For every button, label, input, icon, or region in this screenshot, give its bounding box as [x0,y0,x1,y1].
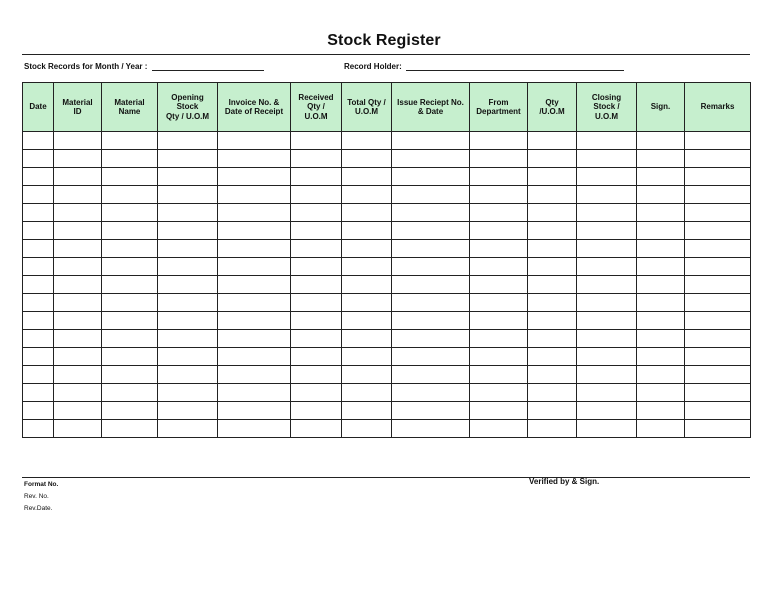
table-cell[interactable] [218,204,291,222]
table-row [23,150,751,168]
page-title: Stock Register [327,32,441,49]
table-row [23,258,751,276]
table-cell[interactable] [342,132,392,150]
rev-date-label: Rev.Date. [24,505,53,512]
table-cell[interactable] [54,294,102,312]
table-cell[interactable] [685,312,751,330]
table-cell[interactable] [685,402,751,420]
table-cell[interactable] [637,168,685,186]
table-cell[interactable] [637,258,685,276]
table-cell[interactable] [392,402,470,420]
table-cell[interactable] [23,312,54,330]
table-cell[interactable] [54,330,102,348]
table-cell[interactable] [342,402,392,420]
table-cell[interactable] [528,276,577,294]
table-cell[interactable] [685,240,751,258]
table-cell[interactable] [342,312,392,330]
table-cell[interactable] [54,348,102,366]
table-row [23,222,751,240]
table-cell[interactable] [577,294,637,312]
table-cell[interactable] [23,420,54,438]
table-cell[interactable] [685,258,751,276]
table-cell[interactable] [102,402,158,420]
rev-no-label: Rev. No. [24,493,49,500]
table-cell[interactable] [158,330,218,348]
table-cell[interactable] [218,276,291,294]
month-year-field [24,62,264,71]
table-cell[interactable] [392,132,470,150]
table-cell[interactable] [637,222,685,240]
table-cell[interactable] [23,366,54,384]
table-cell[interactable] [637,150,685,168]
table-cell[interactable] [342,222,392,240]
table-row [23,294,751,312]
table-row [23,330,751,348]
table-cell[interactable] [54,186,102,204]
table-row [23,312,751,330]
table-cell[interactable] [470,276,528,294]
table-row [23,186,751,204]
table-cell[interactable] [54,258,102,276]
table-cell[interactable] [54,366,102,384]
table-cell[interactable] [291,132,342,150]
table-cell[interactable] [577,330,637,348]
table-row [23,402,751,420]
table-cell[interactable] [102,186,158,204]
table-cell[interactable] [470,420,528,438]
table-cell[interactable] [470,240,528,258]
table-cell[interactable] [102,276,158,294]
table-cell[interactable] [218,384,291,402]
table-cell[interactable] [528,150,577,168]
table-cell[interactable] [528,384,577,402]
table-cell[interactable] [54,240,102,258]
table-cell[interactable] [23,330,54,348]
table-cell[interactable] [54,168,102,186]
table-cell[interactable] [470,132,528,150]
table-cell[interactable] [685,186,751,204]
table-cell[interactable] [392,348,470,366]
table-cell[interactable] [685,420,751,438]
table-cell[interactable] [392,222,470,240]
column-header-issue-receipt: Issue Reciept No. & Date [392,83,470,132]
table-cell[interactable] [685,348,751,366]
table-cell[interactable] [158,384,218,402]
table-cell[interactable] [577,402,637,420]
table-cell[interactable] [342,204,392,222]
table-cell[interactable] [470,294,528,312]
table-cell[interactable] [23,150,54,168]
table-cell[interactable] [291,258,342,276]
table-cell[interactable] [470,204,528,222]
table-cell[interactable] [158,222,218,240]
table-cell[interactable] [54,204,102,222]
table-cell[interactable] [528,258,577,276]
table-cell[interactable] [342,276,392,294]
table-cell[interactable] [528,294,577,312]
table-cell[interactable] [291,204,342,222]
table-cell[interactable] [23,384,54,402]
table-cell[interactable] [685,132,751,150]
table-cell[interactable] [528,186,577,204]
table-cell[interactable] [528,222,577,240]
table-cell[interactable] [158,204,218,222]
table-cell[interactable] [218,222,291,240]
table-cell[interactable] [218,348,291,366]
table-cell[interactable] [23,402,54,420]
table-cell[interactable] [158,168,218,186]
table-cell[interactable] [637,276,685,294]
table-cell[interactable] [158,312,218,330]
table-cell[interactable] [54,384,102,402]
table-cell[interactable] [218,186,291,204]
table-row [23,276,751,294]
table-cell[interactable] [470,258,528,276]
record-holder-field [344,62,624,71]
table-cell[interactable] [577,366,637,384]
table-cell[interactable] [577,150,637,168]
table-cell[interactable] [637,402,685,420]
format-no-label: Format No. [24,481,59,488]
table-cell[interactable] [392,168,470,186]
table-cell[interactable] [102,294,158,312]
table-cell[interactable] [637,204,685,222]
table-cell[interactable] [470,222,528,240]
table-row [23,348,751,366]
table-cell[interactable] [102,150,158,168]
table-cell[interactable] [291,402,342,420]
table-cell[interactable] [54,420,102,438]
table-cell[interactable] [23,222,54,240]
column-header-qty: Qty /U.O.M [528,83,577,132]
table-cell[interactable] [637,348,685,366]
table-cell[interactable] [218,294,291,312]
table-cell[interactable] [577,132,637,150]
table-cell[interactable] [528,204,577,222]
table-cell[interactable] [102,330,158,348]
table-cell[interactable] [342,258,392,276]
table-cell[interactable] [470,366,528,384]
table-cell[interactable] [291,312,342,330]
table-body [23,132,751,438]
table-cell[interactable] [637,366,685,384]
table-cell[interactable] [342,240,392,258]
table-cell[interactable] [637,420,685,438]
table-cell[interactable] [102,312,158,330]
table-cell[interactable] [218,150,291,168]
column-header-total-qty: Total Qty / U.O.M [342,83,392,132]
table-cell[interactable] [577,420,637,438]
table-cell[interactable] [392,294,470,312]
table-cell[interactable] [470,150,528,168]
table-cell[interactable] [392,150,470,168]
column-header-opening-stock: Opening Stock Qty / U.O.M [158,83,218,132]
table-cell[interactable] [685,366,751,384]
table-row [23,204,751,222]
table-row [23,168,751,186]
column-header-received-qty: Received Qty / U.O.M [291,83,342,132]
table-cell[interactable] [158,294,218,312]
column-header-closing-stock: Closing Stock / U.O.M [577,83,637,132]
table-cell[interactable] [577,348,637,366]
table-cell[interactable] [218,240,291,258]
table-cell[interactable] [685,150,751,168]
table-cell[interactable] [577,258,637,276]
table-cell[interactable] [685,168,751,186]
table-cell[interactable] [158,150,218,168]
table-cell[interactable] [54,402,102,420]
table-cell[interactable] [392,276,470,294]
month-year-label: Stock Records for Month / Year : [24,62,148,71]
table-cell[interactable] [342,330,392,348]
table-cell[interactable] [102,384,158,402]
table-cell[interactable] [685,276,751,294]
table-cell[interactable] [470,402,528,420]
table-cell[interactable] [392,240,470,258]
table-row [23,240,751,258]
record-holder-blank-line[interactable] [406,62,624,71]
table-cell[interactable] [637,240,685,258]
table-cell[interactable] [102,240,158,258]
column-header-sign: Sign. [637,83,685,132]
table-cell[interactable] [158,348,218,366]
table-cell[interactable] [637,294,685,312]
table-cell[interactable] [218,132,291,150]
table-cell[interactable] [218,168,291,186]
table-cell[interactable] [392,204,470,222]
table-cell[interactable] [158,366,218,384]
table-cell[interactable] [291,240,342,258]
table-cell[interactable] [392,258,470,276]
table-cell[interactable] [342,186,392,204]
table-cell[interactable] [158,132,218,150]
table-cell[interactable] [342,384,392,402]
table-cell[interactable] [291,168,342,186]
table-cell[interactable] [528,402,577,420]
footer-divider [22,477,750,478]
table-cell[interactable] [218,258,291,276]
table-cell[interactable] [23,204,54,222]
table-cell[interactable] [528,168,577,186]
table-cell[interactable] [102,168,158,186]
table-cell[interactable] [637,330,685,348]
header-row [23,83,751,132]
stock-register-table [22,82,751,438]
table-cell[interactable] [54,276,102,294]
table-cell[interactable] [577,186,637,204]
table-cell[interactable] [23,240,54,258]
table-cell[interactable] [291,420,342,438]
table-cell[interactable] [470,384,528,402]
column-header-material-id: Material ID [54,83,102,132]
table-cell[interactable] [577,204,637,222]
table-cell[interactable] [685,204,751,222]
table-cell[interactable] [392,384,470,402]
table-cell[interactable] [23,186,54,204]
table-cell[interactable] [54,222,102,240]
table-cell[interactable] [23,294,54,312]
table-cell[interactable] [637,312,685,330]
table-cell[interactable] [528,348,577,366]
table-cell[interactable] [291,366,342,384]
table-cell[interactable] [528,132,577,150]
table-cell[interactable] [102,420,158,438]
table-cell[interactable] [158,186,218,204]
table-cell[interactable] [158,420,218,438]
column-header-invoice: Invoice No. & Date of Receipt [218,83,291,132]
table-cell[interactable] [470,312,528,330]
table-cell[interactable] [577,222,637,240]
table-cell[interactable] [637,186,685,204]
table-row [23,384,751,402]
table-cell[interactable] [218,312,291,330]
column-header-material-name: Material Name [102,83,158,132]
table-cell[interactable] [158,240,218,258]
table-cell[interactable] [577,168,637,186]
table-cell[interactable] [528,420,577,438]
table-cell[interactable] [470,168,528,186]
table-cell[interactable] [54,150,102,168]
table-row [23,366,751,384]
table-cell[interactable] [685,330,751,348]
table-cell[interactable] [218,330,291,348]
table-cell[interactable] [470,348,528,366]
table-cell[interactable] [23,132,54,150]
table-cell[interactable] [392,330,470,348]
table-cell[interactable] [218,366,291,384]
table-cell[interactable] [577,240,637,258]
table-cell[interactable] [470,186,528,204]
table-cell[interactable] [23,258,54,276]
table-cell[interactable] [342,366,392,384]
table-cell[interactable] [102,222,158,240]
table-cell[interactable] [158,402,218,420]
table-row [23,132,751,150]
table-cell[interactable] [342,348,392,366]
column-header-from-department: From Department [470,83,528,132]
column-header-date: Date [23,83,54,132]
table-cell[interactable] [23,348,54,366]
table-cell[interactable] [102,258,158,276]
table-cell[interactable] [342,294,392,312]
table-cell[interactable] [685,294,751,312]
table-cell[interactable] [23,276,54,294]
table-cell[interactable] [577,384,637,402]
table-cell[interactable] [342,150,392,168]
table-cell[interactable] [577,312,637,330]
table-cell[interactable] [637,384,685,402]
title-divider [22,54,750,55]
table-cell[interactable] [392,366,470,384]
table-cell[interactable] [291,150,342,168]
table-cell[interactable] [291,276,342,294]
table-cell[interactable] [392,186,470,204]
table-cell[interactable] [291,294,342,312]
table-cell[interactable] [577,276,637,294]
table-cell[interactable] [392,312,470,330]
table-cell[interactable] [102,348,158,366]
table-cell[interactable] [637,132,685,150]
table-cell[interactable] [102,132,158,150]
month-year-blank-line[interactable] [152,62,264,71]
table-cell[interactable] [102,366,158,384]
table-cell[interactable] [291,384,342,402]
table-cell[interactable] [342,420,392,438]
column-header-remarks: Remarks [685,83,751,132]
table-cell[interactable] [291,348,342,366]
table-cell[interactable] [528,330,577,348]
table-cell[interactable] [470,330,528,348]
table-cell[interactable] [54,132,102,150]
table-row [23,420,751,438]
table-cell[interactable] [342,168,392,186]
table-cell[interactable] [291,186,342,204]
table-cell[interactable] [528,312,577,330]
table-cell[interactable] [158,276,218,294]
table-cell[interactable] [392,420,470,438]
verified-by-label: Verified by & Sign. [529,477,600,486]
table-cell[interactable] [291,222,342,240]
table-cell[interactable] [102,204,158,222]
table-cell[interactable] [528,366,577,384]
table-cell[interactable] [54,312,102,330]
table-cell[interactable] [23,168,54,186]
table-cell[interactable] [218,420,291,438]
table-cell[interactable] [685,384,751,402]
table-cell[interactable] [528,240,577,258]
table-cell[interactable] [291,330,342,348]
table-cell[interactable] [218,402,291,420]
record-holder-label: Record Holder: [344,62,402,71]
table-cell[interactable] [685,222,751,240]
footer-document-info [24,479,58,515]
table-cell[interactable] [158,258,218,276]
